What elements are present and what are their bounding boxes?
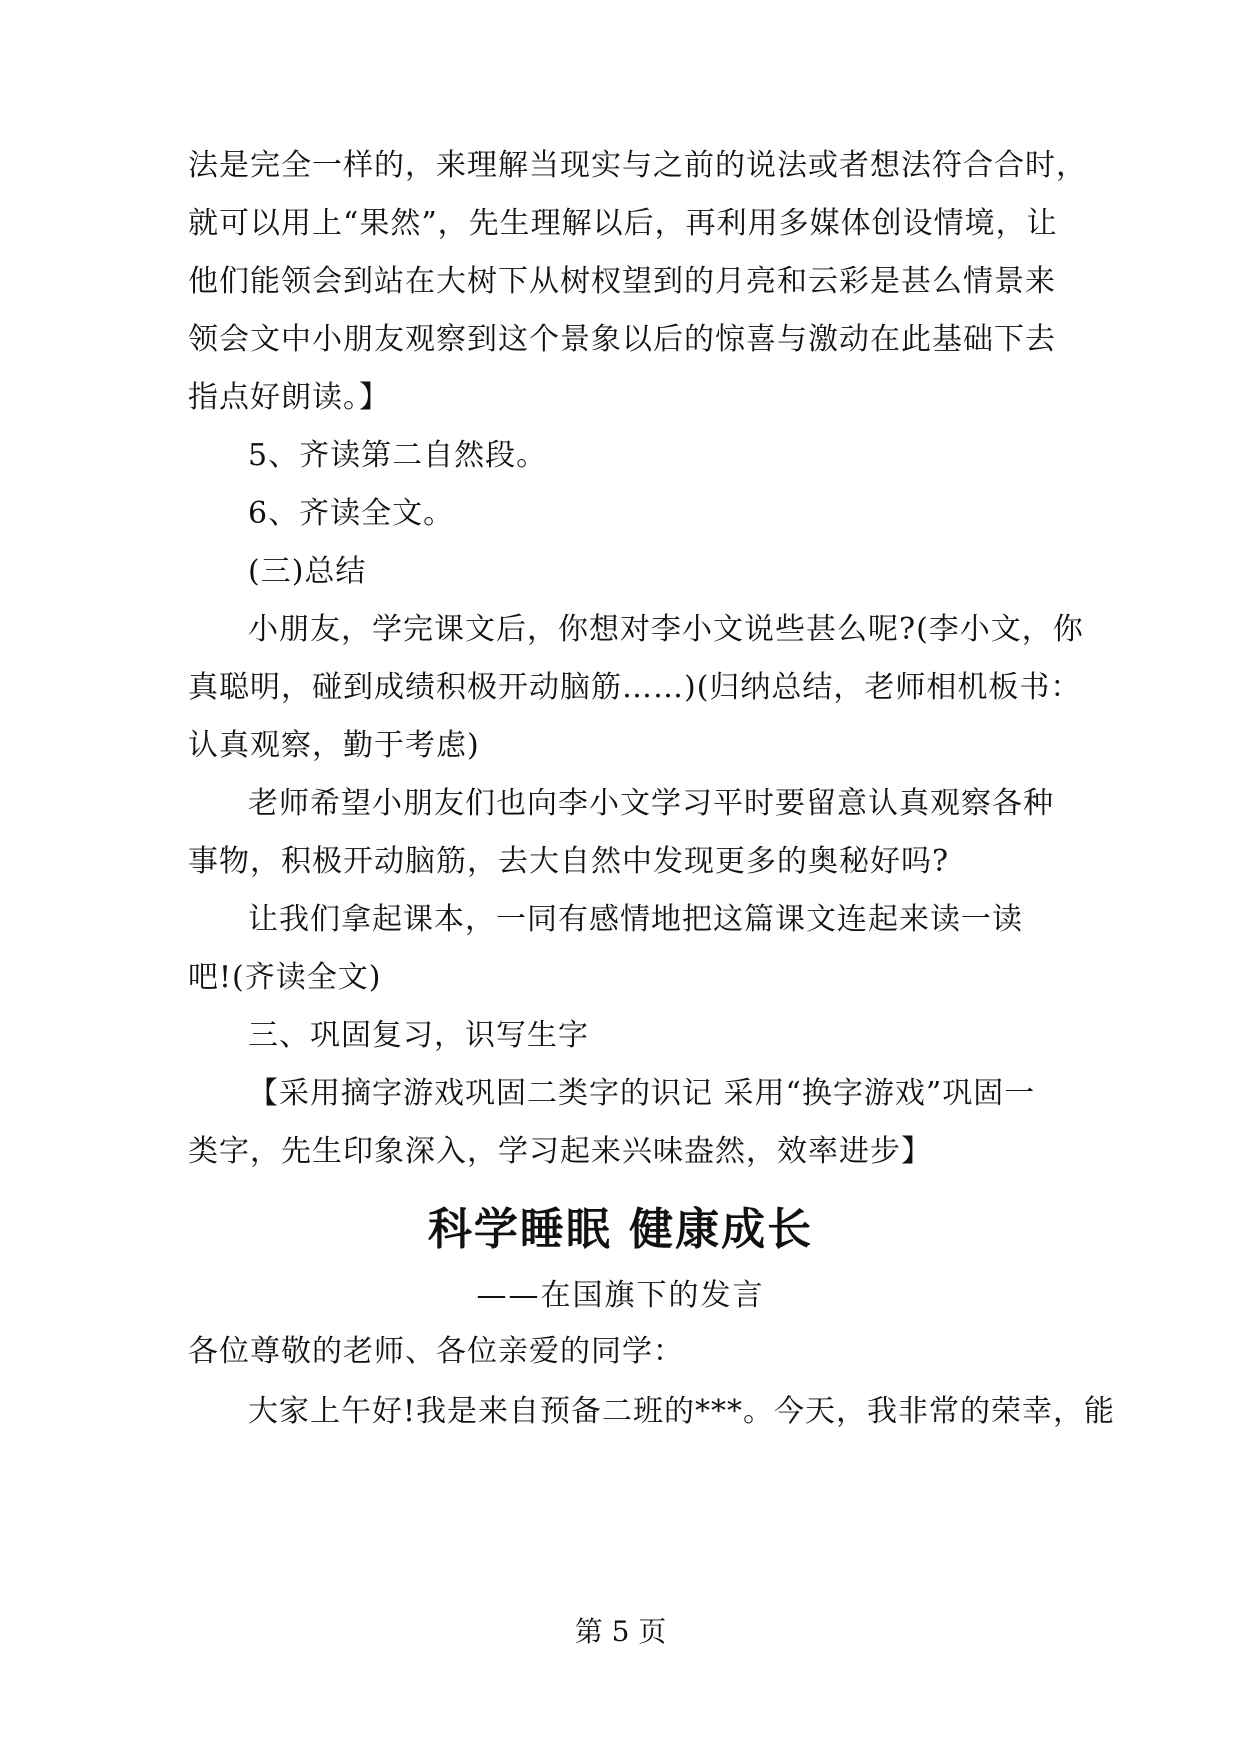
body-line-11: 认真观察，勤于考虑) — [188, 728, 480, 763]
body-line-12: 老师希望小朋友们也向李小文学习平时要留意认真观察各种 — [248, 786, 1054, 821]
body-line-5: 指点好朗读。】 — [188, 380, 390, 415]
body-line-7: 6、齐读全文。 — [248, 496, 455, 531]
body-line-4: 领会文中小朋友观察到这个景象以后的惊喜与激动在此基础下去 — [188, 322, 1056, 357]
body-line-1: 法是完全一样的，来理解当现实与之前的说法或者想法符合合时， — [188, 148, 1087, 183]
body-line-6: 5、齐读第二自然段。 — [248, 438, 548, 473]
body-line-15: 吧!(齐读全文) — [188, 960, 382, 995]
body-line-14: 让我们拿起课本，一同有感情地把这篇课文连起来读一读 — [248, 902, 1023, 937]
page-number: 第 5 页 — [574, 1615, 667, 1648]
body-line-2: 就可以用上“果然”，先生理解以后，再利用多媒体创设情境，让 — [188, 206, 1058, 241]
body-line-13: 事物，积极开动脑筋，去大自然中发现更多的奥秘好吗? — [188, 844, 950, 879]
speech-title: 科学睡眠 健康成长 — [427, 1204, 814, 1255]
speech-opening: 大家上午好!我是来自预备二班的***。今天，我非常的荣幸，能 — [248, 1394, 1116, 1429]
body-line-17: 【采用摘字游戏巩固二类字的识记 采用“换字游戏”巩固一 — [248, 1076, 1036, 1111]
speech-subtitle: ——在国旗下的发言 — [476, 1278, 765, 1313]
speech-greeting: 各位尊敬的老师、各位亲爱的同学： — [188, 1334, 684, 1369]
body-line-3: 他们能领会到站在大树下从树杈望到的月亮和云彩是甚么情景来 — [188, 264, 1056, 299]
body-line-18: 类字，先生印象深入，学习起来兴味盎然，效率进步】 — [188, 1134, 932, 1169]
body-line-10: 真聪明，碰到成绩积极开动脑筋……)(归纳总结，老师相机板书： — [188, 670, 1082, 705]
body-line-9: 小朋友，学完课文后，你想对李小文说些甚么呢?(李小文，你 — [248, 612, 1084, 647]
section-heading-summary: (三)总结 — [248, 554, 367, 589]
section-heading-review: 三、巩固复习，识写生字 — [248, 1018, 589, 1053]
